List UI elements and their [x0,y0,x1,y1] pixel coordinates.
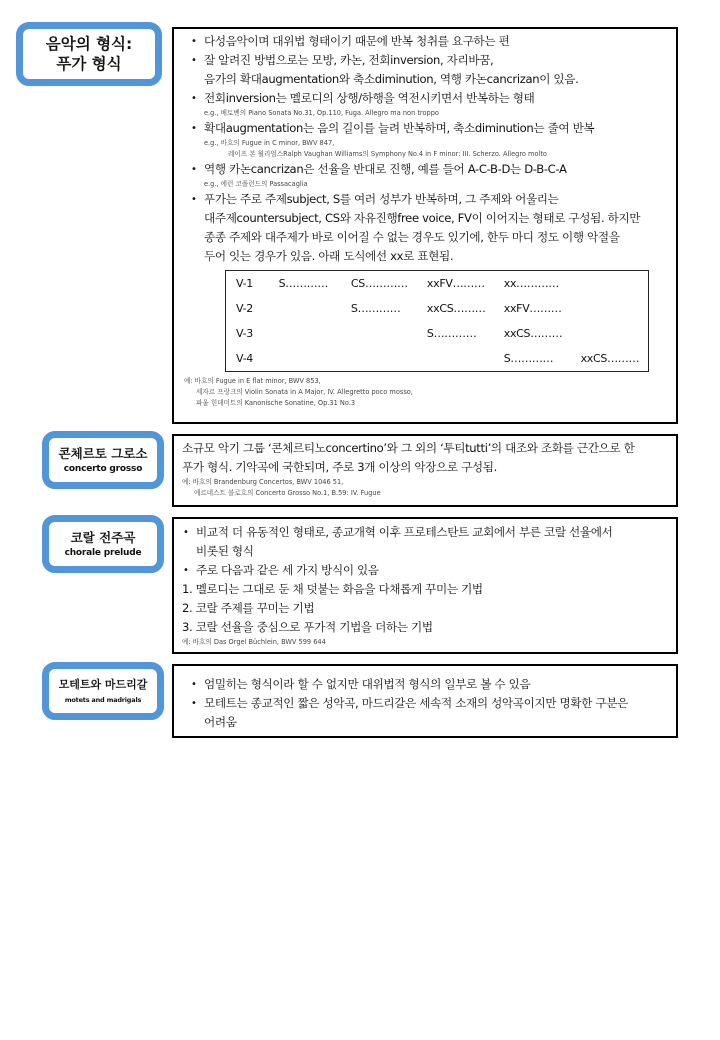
concerto-grosso-title-box [42,431,164,489]
fugue-example-note: e.g., 에런 코플런드의 Passacaglia [204,180,308,188]
chorale-prelude-subtitle: chorale prelude [64,547,142,558]
voice-cell: xxCS……… [426,302,486,315]
voice-cell: xxCS……… [503,327,563,340]
voice-label: V-1 [236,277,253,290]
fugue-text-line: 종종 주제와 대주제가 바로 이어질 수 없는 경우도 있기에, 한두 마디 정도 이행 악절을 [204,230,620,244]
concerto-grosso-title: 콘체르토 그로소 [58,445,148,461]
voice-cell [417,346,494,372]
chorale-bullet-item: • 주로 다음과 같은 세 가지 방식이 있음 [182,561,670,580]
voice-cell: CS………… [350,277,408,290]
chorale-text-line: 3. 코랄 선율을 중심으로 푸가적 기법을 더하는 기법 [182,620,433,634]
fugue-bullet-item: • 확대augmentation는 음의 길이를 늘려 반복하며, 축소diminution는 줄여 반복 [190,119,670,138]
motets-bullet-item: • 모테트는 종교적인 짧은 성악곡, 마드리갈은 세속적 소재의 성악곡이지만 명확한 구분은 [190,694,670,713]
motets-subtitle: motets and madrigals [64,695,142,704]
fugue-voice-table [225,270,649,372]
voice-cell: S………… [350,302,401,315]
motets-bullet-item: • 엄밀히는 형식이라 할 수 없지만 대위법적 형식의 일부로 볼 수 있음 [190,675,670,694]
fugue-text-line: 두어 잇는 경우가 있음. 아래 도식에선 xx로 표현됨. [204,249,454,263]
voice-label: V-3 [236,327,253,340]
chorale-prelude-example: 예: 바흐의 Das Orgel Büchlein, BWV 599 644 [182,638,326,646]
fugue-example-3: 파울 힌데미트의 Kanonische Sonatine, Op.31 No.3 [196,399,356,407]
fugue-content-box [172,27,678,424]
concerto-grosso-line-2: 푸가 형식. 기악곡에 국한되며, 주로 3개 이상의 악장으로 구성됨. [182,460,497,474]
fugue-bullet-item: • 역행 카논cancrizan은 선율을 반대로 진행, 예를 들어 A-C-B-D는 D-B-C-A [190,160,670,179]
chorale-prelude-title-box [42,515,164,573]
voice-cell: S………… [426,327,477,340]
fugue-example-note: 레이프 본 윌리엄스Ralph Vaughan Williams의 Symphony No.4 in F minor: III. Scherzo. Allegro molto [228,150,547,158]
fugue-title-line-2: 푸가 형식 [56,55,122,73]
voice-label: V-4 [236,352,253,365]
chorale-prelude-content-box [172,517,678,654]
motets-content-box [172,664,678,738]
fugue-text-line: 대주제countersubject, CS와 자유진행free voice, FV이 이어지는 형태로 구성됨. 하지만 [204,211,641,225]
fugue-example-2: 세자르 프랑크의 Violin Sonata in A Major, IV. Allegretto poco mosso, [196,388,413,396]
voice-cell: xx………… [503,277,559,290]
chorale-bullet-item: • 비교적 더 유동적인 형태로, 종교개혁 이후 프로테스탄트 교회에서 부른 코랄 선율에서 [182,523,670,542]
chorale-text-line: 2. 코랄 주제를 꾸미는 기법 [182,601,315,615]
concerto-grosso-example-2: 에르네스트 블로흐의 Concerto Grosso No.1, B.59: IV. Fugue [194,489,381,497]
fugue-title-box [16,22,162,86]
voice-cell: S………… [278,277,329,290]
fugue-items [190,32,670,266]
voice-cell [341,346,417,372]
fugue-bullet-item: • 다성음악이며 대위법 형태이기 때문에 반복 청취를 요구하는 편 [190,32,670,51]
motets-title-box [42,662,164,720]
fugue-example-note: e.g., 베토벤의 Piano Sonata No.31, Op.110, Fuga. Allegro ma non troppo [204,109,439,117]
motets-title: 모테트와 마드리갈 [58,677,148,691]
voice-label: V-2 [236,302,253,315]
voice-cell [269,296,341,321]
concerto-grosso-line-1: 소규모 악기 그룹 ‘콘체르티노concertino’와 그 외의 ‘투티tutti’의 대조와 조화를 근간으로 한 [182,441,635,455]
chorale-items [182,523,670,637]
voice-cell [571,321,649,346]
chorale-text-line: 1. 멜로디는 그대로 둔 채 덧붙는 화음을 다채롭게 꾸미는 기법 [182,582,483,596]
concerto-grosso-subtitle: concerto grosso [63,463,143,474]
fugue-bullet-item: • 푸가는 주로 주제subject, S를 여러 성부가 반복하며, 그 주제와 어울리는 [190,190,670,209]
motets-text-line: 어려움 [204,715,237,729]
voice-row [226,321,649,346]
concerto-grosso-content-box [172,434,678,507]
voice-cell: xxFV……… [503,302,562,315]
chorale-text-line: 비롯된 형식 [196,544,254,558]
voice-cell [341,321,417,346]
fugue-text-line: 음가의 확대augmentation와 축소diminution, 역행 카논cancrizan이 있음. [204,72,579,86]
voice-row [226,346,649,372]
fugue-example-1: 예: 바흐의 Fugue in E flat minor, BWV 853, [184,377,321,385]
voice-cell: xxFV……… [426,277,485,290]
voice-cell [571,271,649,297]
voice-cell [571,296,649,321]
chorale-prelude-title: 코랄 전주곡 [70,529,136,545]
concerto-grosso-example-1: 예: 바흐의 Brandenburg Concertos, BWV 1046 51, [182,478,344,486]
voice-cell [269,346,341,372]
voice-cell: S………… [503,352,554,365]
motets-items [190,675,670,732]
fugue-bullet-item: • 전회inversion는 멜로디의 상행/하행을 역전시키면서 반복하는 형태 [190,89,670,108]
fugue-title-line-1: 음악의 형식: [45,35,133,53]
voice-cell [269,321,341,346]
voice-cell: xxCS……… [580,352,640,365]
voice-row [226,296,649,321]
voice-row [226,271,649,297]
fugue-example-note: e.g., 바흐의 Fugue in C minor, BWV 847, [204,139,335,147]
fugue-bullet-item: • 잘 알려진 방법으로는 모방, 카논, 전회inversion, 자리바꿈, [190,51,670,70]
